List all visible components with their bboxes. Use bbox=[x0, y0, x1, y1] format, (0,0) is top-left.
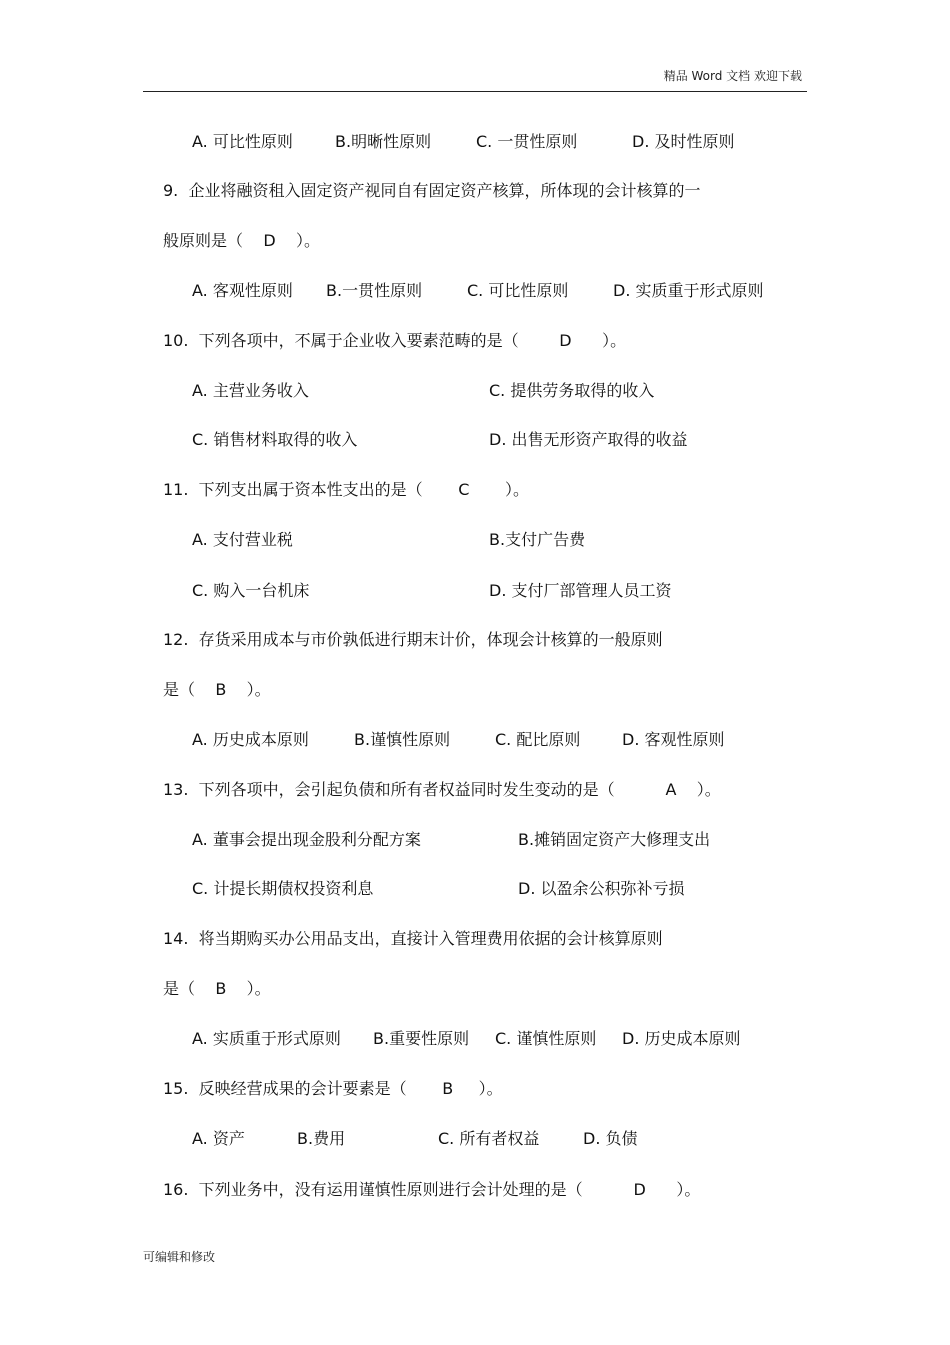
q14-stem-line1: 14. 将当期购买办公用品支出，直接计入管理费用依据的会计核算原则 bbox=[163, 929, 663, 948]
q14-stem-line2: 是（ B ）。 bbox=[163, 979, 271, 998]
q12-option-c: C. 配比原则 bbox=[495, 730, 581, 749]
q10-stem: 10. 下列各项中，不属于企业收入要素范畴的是（ D ）。 bbox=[163, 331, 627, 350]
q14-option-b: B.重要性原则 bbox=[373, 1029, 470, 1048]
q8-option-a: A. 可比性原则 bbox=[192, 132, 293, 151]
q12-stem-line2: 是（ B ）。 bbox=[163, 680, 271, 699]
q16-stem: 16. 下列业务中，没有运用谨慎性原则进行会计处理的是（ D ）。 bbox=[163, 1180, 701, 1199]
q8-option-c: C. 一贯性原则 bbox=[476, 132, 578, 151]
q15-stem: 15. 反映经营成果的会计要素是（ B ）。 bbox=[163, 1079, 503, 1098]
q10-option-c1: C. 提供劳务取得的收入 bbox=[489, 381, 655, 400]
q11-stem: 11. 下列支出属于资本性支出的是（ C ）。 bbox=[163, 480, 529, 499]
q11-option-c: C. 购入一台机床 bbox=[192, 581, 310, 600]
q13-option-d: D. 以盈余公积弥补亏损 bbox=[518, 879, 685, 898]
q9-option-d: D. 实质重于形式原则 bbox=[613, 281, 764, 300]
q13-option-c: C. 计提长期债权投资利息 bbox=[192, 879, 374, 898]
q9-stem-line2: 般原则是（ D ）。 bbox=[163, 231, 321, 250]
q14-option-d: D. 历史成本原则 bbox=[622, 1029, 741, 1048]
q11-option-a: A. 支付营业税 bbox=[192, 530, 293, 549]
q8-option-b: B.明晰性原则 bbox=[335, 132, 432, 151]
q13-stem: 13. 下列各项中，会引起负债和所有者权益同时发生变动的是（ A ）。 bbox=[163, 780, 721, 799]
q10-option-d: D. 出售无形资产取得的收益 bbox=[489, 430, 688, 449]
q15-option-d: D. 负债 bbox=[583, 1129, 638, 1148]
q12-option-a: A. 历史成本原则 bbox=[192, 730, 309, 749]
q13-option-a: A. 董事会提出现金股利分配方案 bbox=[192, 830, 421, 849]
q15-option-c: C. 所有者权益 bbox=[438, 1129, 540, 1148]
q12-option-d: D. 客观性原则 bbox=[622, 730, 725, 749]
q8-option-d: D. 及时性原则 bbox=[632, 132, 735, 151]
q13-option-b: B.摊销固定资产大修理支出 bbox=[518, 830, 711, 849]
q12-option-b: B.谨慎性原则 bbox=[354, 730, 451, 749]
q9-option-b: B.一贯性原则 bbox=[326, 281, 423, 300]
q10-option-a: A. 主营业务收入 bbox=[192, 381, 309, 400]
q14-option-a: A. 实质重于形式原则 bbox=[192, 1029, 341, 1048]
q15-option-b: B.费用 bbox=[297, 1129, 346, 1148]
header-text: 精品 Word 文档 欢迎下载 bbox=[663, 69, 802, 83]
q11-option-d: D. 支付厂部管理人员工资 bbox=[489, 581, 672, 600]
q12-stem-line1: 12. 存货采用成本与市价孰低进行期末计价，体现会计核算的一般原则 bbox=[163, 630, 663, 649]
q9-stem-line1: 9. 企业将融资租入固定资产视同自有固定资产核算，所体现的会计核算的一 bbox=[163, 181, 701, 200]
q9-option-a: A. 客观性原则 bbox=[192, 281, 293, 300]
footer-text: 可编辑和修改 bbox=[143, 1250, 216, 1264]
q10-option-c2: C. 销售材料取得的收入 bbox=[192, 430, 358, 449]
q9-option-c: C. 可比性原则 bbox=[467, 281, 569, 300]
header-divider bbox=[143, 91, 807, 92]
q14-option-c: C. 谨慎性原则 bbox=[495, 1029, 597, 1048]
q15-option-a: A. 资产 bbox=[192, 1129, 245, 1148]
q11-option-b: B.支付广告费 bbox=[489, 530, 586, 549]
